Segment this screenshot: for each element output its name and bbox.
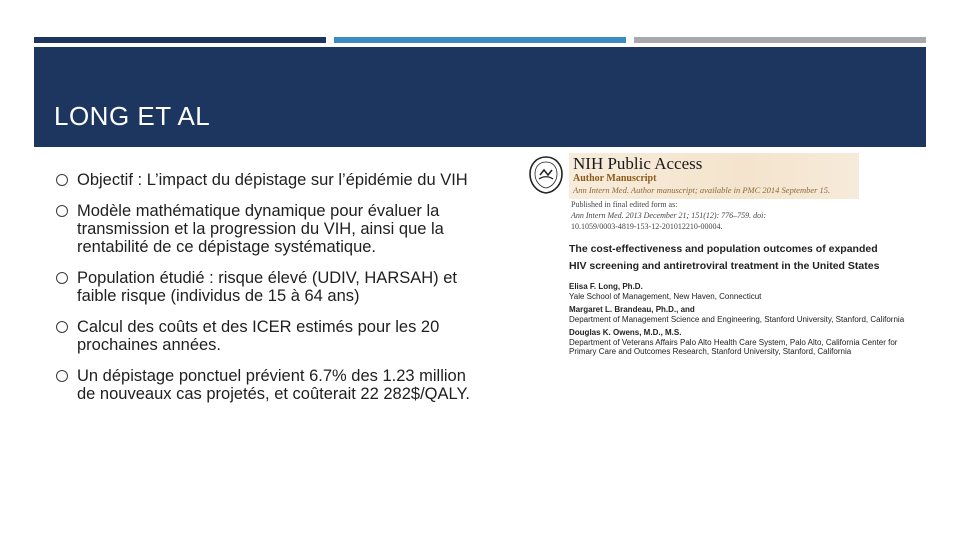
accent-bar-dark [34, 37, 326, 43]
bullet-circle-icon [56, 272, 68, 284]
author-list [569, 282, 904, 361]
paper-title-line: The cost-effectiveness and population outcomes of expanded [569, 243, 878, 255]
nih-seal-icon [527, 153, 565, 197]
bullet-item [55, 202, 475, 256]
author-affiliation: Primary Care and Outcomes Research, Stanford University, Stanford, California [569, 347, 852, 356]
nih-public-access-header [569, 153, 859, 199]
publication-info [571, 199, 766, 232]
accent-bar-blue [334, 37, 626, 43]
slide-title: LONG ET AL [54, 101, 211, 131]
author-affiliation: Department of Management Science and Engineering, Stanford University, Stanford, California [569, 314, 905, 324]
bullet-text: Objectif : L’impact du dépistage sur l’épidémie du VIH [77, 171, 468, 189]
doi-line: 10.1059/0003-4819-153-12-201012210-00004. [571, 222, 723, 231]
bullet-text: Un dépistage ponctuel prévient 6.7% des 1.23 million de nouveaux cas projetés, et coûterait 22 282$/QALY. [77, 367, 470, 403]
bullet-item [55, 269, 475, 305]
accent-bar-gray [634, 37, 926, 43]
bullet-item [55, 367, 475, 403]
author-manuscript-label: Author Manuscript [573, 173, 657, 184]
article-excerpt-image [527, 151, 927, 363]
manuscript-availability: Ann Intern Med. Author manuscript; available in PMC 2014 September 15. [573, 185, 831, 195]
bullet-text: Modèle mathématique dynamique pour évaluer la transmission et la progression du VIH, ainsi que la rentabilité de ce dépistage systématique. [77, 202, 444, 256]
journal-citation: Ann Intern Med. 2013 December 21; 151(12): 776–759. doi: [571, 211, 767, 220]
bullet-list [55, 171, 475, 416]
bullet-circle-icon [56, 370, 68, 382]
title-band [34, 47, 926, 147]
bullet-circle-icon [56, 174, 68, 186]
author-affiliation: Department of Veterans Affairs Palo Alto Health Care System, Palo Alto, California Center for [569, 337, 898, 347]
author-name: Margaret L. Brandeau, Ph.D., and [569, 305, 695, 314]
author-affiliation: Yale School of Management, New Haven, Connecticut [569, 291, 762, 301]
author-name: Douglas K. Owens, M.D., M.S. [569, 328, 682, 337]
author-name: Elisa F. Long, Ph.D. [569, 282, 643, 291]
published-line: Published in final edited form as: [571, 200, 678, 209]
nih-public-access-title: NIH Public Access [573, 154, 703, 173]
bullet-text: Calcul des coûts et des ICER estimés pour les 20 prochaines années. [77, 318, 440, 354]
bullet-circle-icon [56, 205, 68, 217]
bullet-text: Population étudié : risque élevé (UDIV, HARSAH) et faible risque (individus de 15 à 64 ans) [77, 269, 457, 305]
bullet-circle-icon [56, 321, 68, 333]
bullet-item [55, 171, 475, 189]
paper-title [569, 241, 879, 275]
bullet-item [55, 318, 475, 354]
paper-title-line: HIV screening and antiretroviral treatment in the United States [569, 260, 880, 272]
